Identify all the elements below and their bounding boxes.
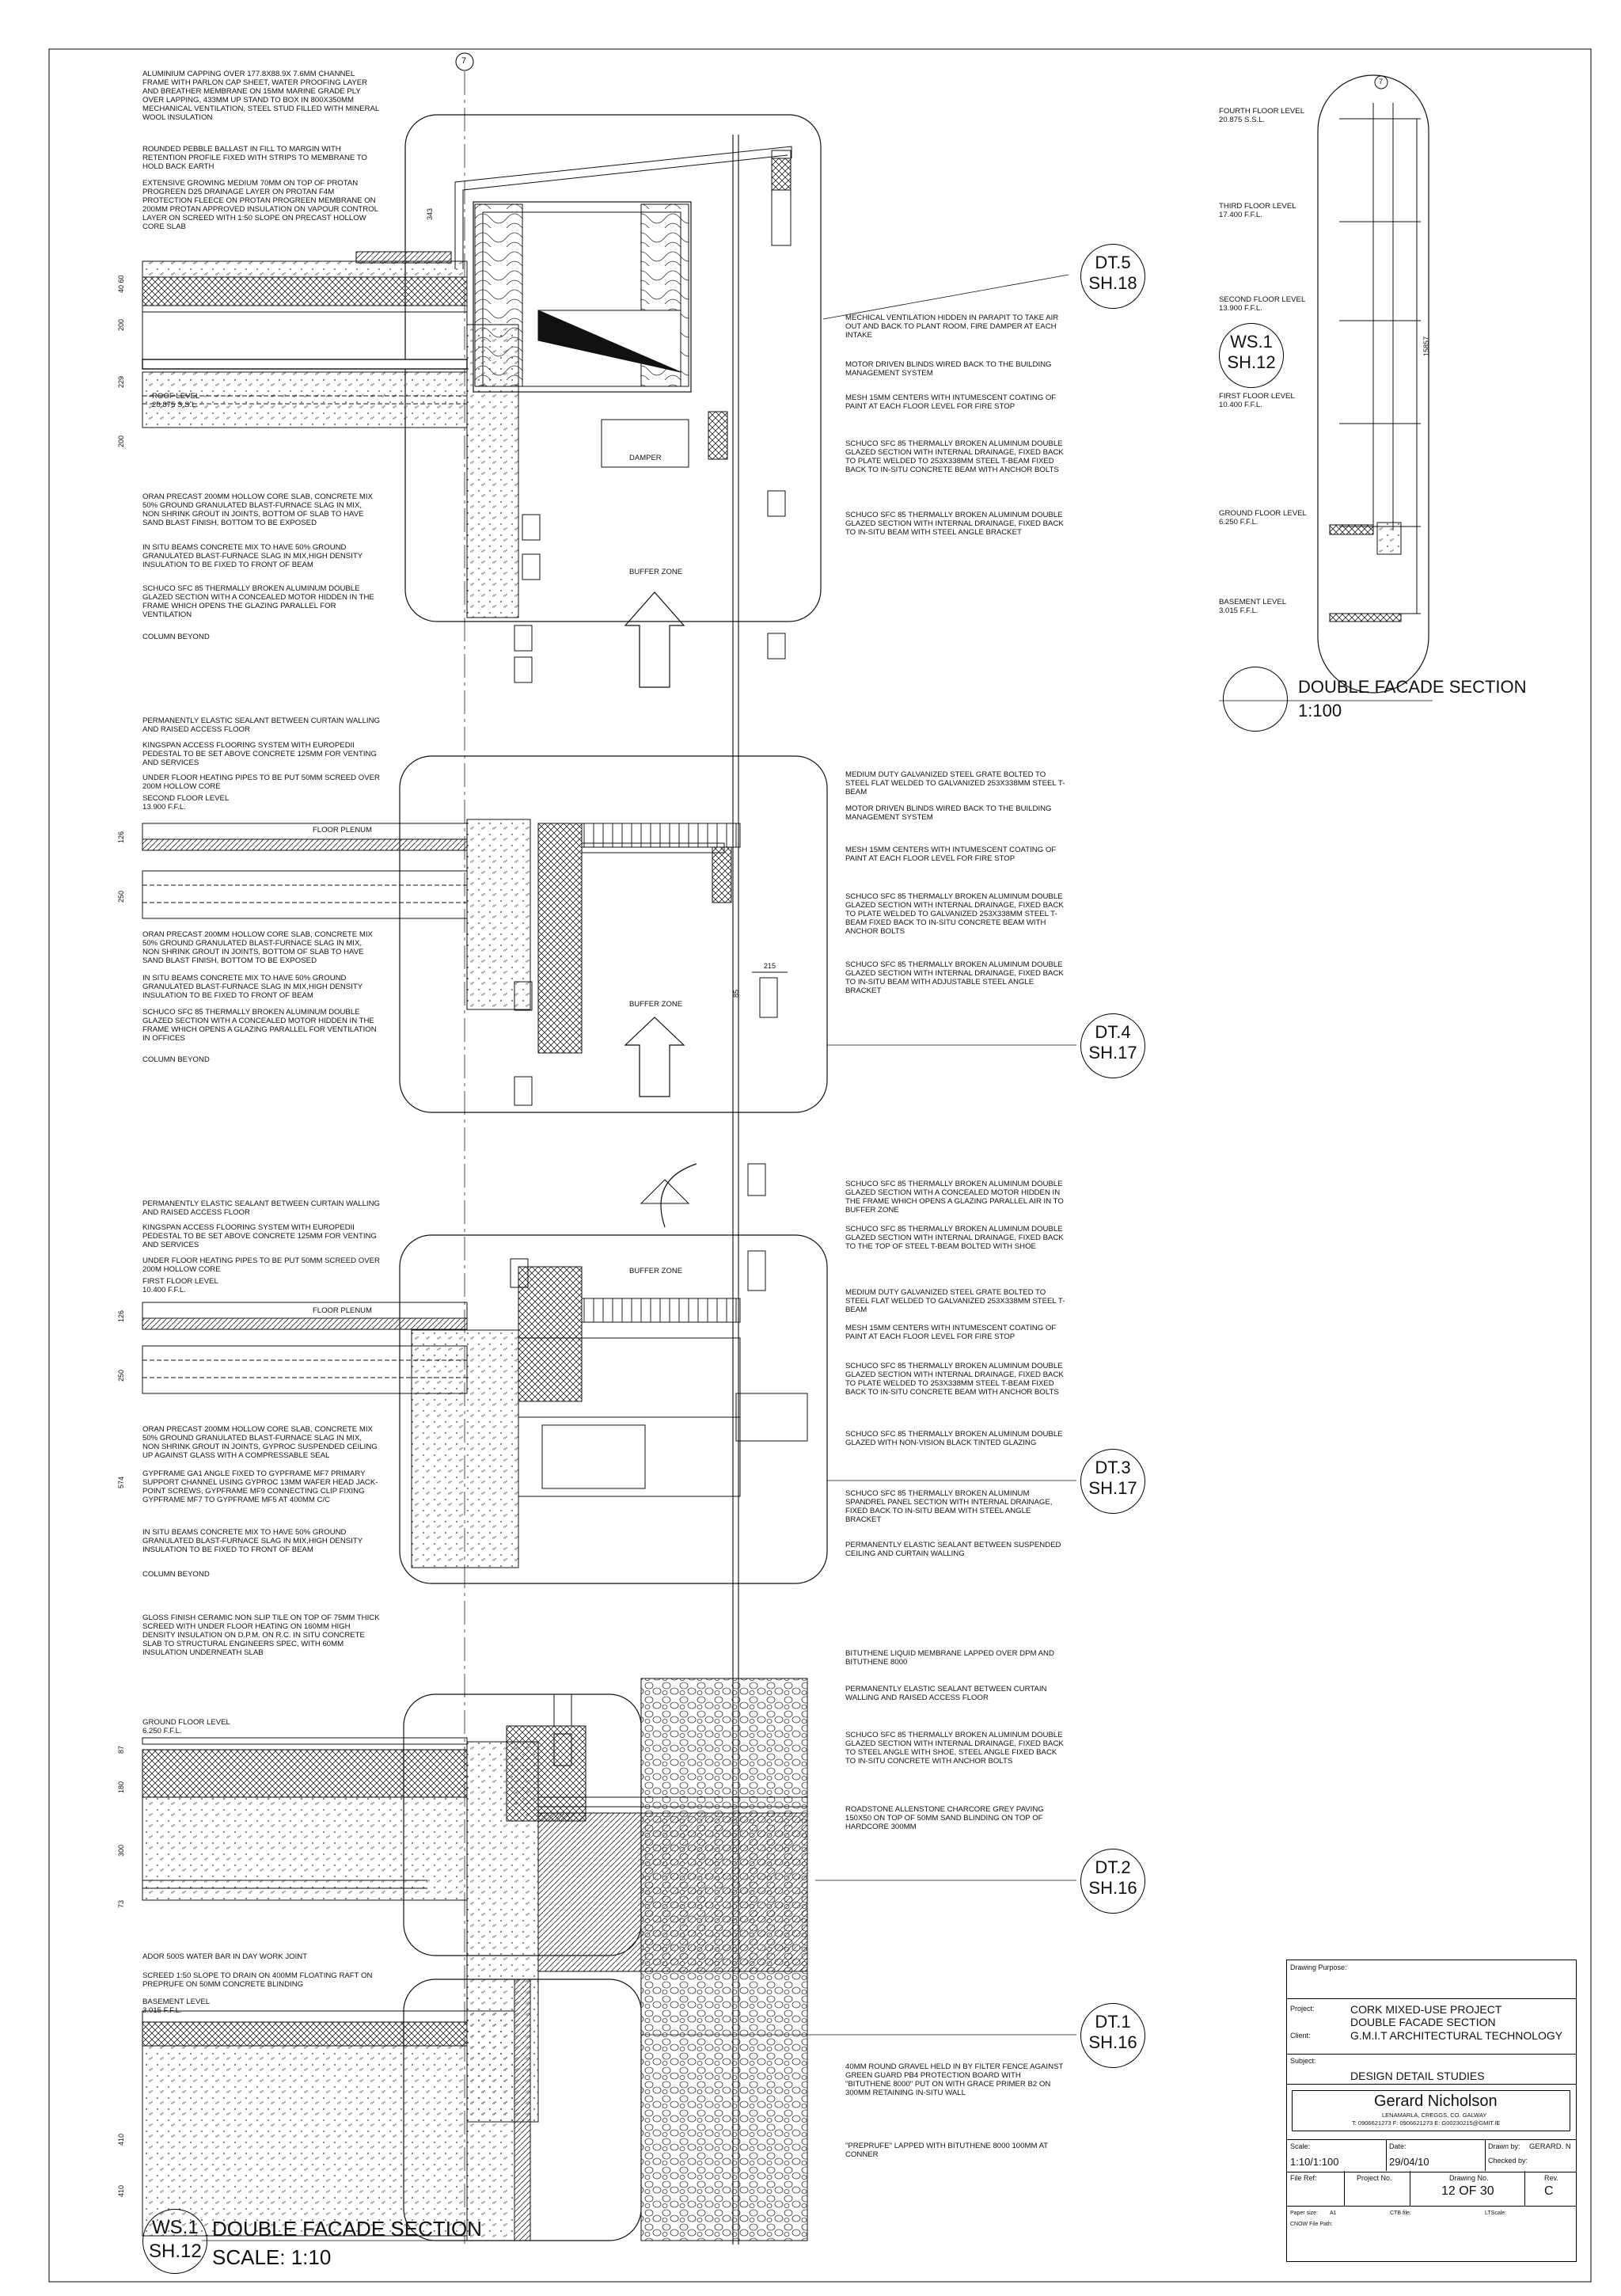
double-facade-scale: 1:100 xyxy=(1298,701,1342,720)
tb-drawing-no-label: Drawing No. xyxy=(1449,2174,1489,2182)
note-right-3: MESH 15MM CENTERS WITH INTUMESCENT COATING OF PAINT AT EACH FLOOR LEVEL FOR FIRE STOP xyxy=(845,393,1057,411)
note-right-5: SCHUCO SFC 85 THERMALLY BROKEN ALUMINUM DOUBLE GLAZED SECTION WITH INTERNAL DRAINAGE, FIXED BACK TO IN-SITU BEAM WITH STEEL ANGLE BRACKET xyxy=(845,511,1064,537)
mini-section xyxy=(1318,75,1429,693)
tb-paper-size-value: A1 xyxy=(1330,2210,1337,2216)
tb-paper-size-label: Paper size: xyxy=(1290,2210,1319,2216)
mini-level-third: THIRD FLOOR LEVEL 17.400 F.F.L. xyxy=(1219,202,1296,219)
note-left-8: PERMANENTLY ELASTIC SEALANT BETWEEN CURTAIN WALLING AND RAISED ACCESS FLOOR xyxy=(142,717,380,734)
level-basement: BASEMENT LEVEL 3.015 F.F.L. xyxy=(142,1998,211,2015)
tb-rev-label: Rev. xyxy=(1544,2174,1558,2182)
mini-level-first: FIRST FLOOR LEVEL 10.400 F.F.L. xyxy=(1219,392,1295,409)
note-right-9: SCHUCO SFC 85 THERMALLY BROKEN ALUMINUM DOUBLE GLAZED SECTION WITH INTERNAL DRAINAGE, FIXED BACK TO PLATE WELDED TO GALVANIZED 253X338MM STEEL T-BEAM FIXED BACK TO IN-SITU CONCRETE BEAM WITH ANCHOR BOLTS xyxy=(845,892,1064,936)
tb-author: Gerard Nicholson xyxy=(1374,2093,1498,2110)
note-left-22: GLOSS FINISH CERAMIC NON SLIP TILE ON TOP OF 75MM THICK SCREED WITH UNDER FLOOR HEATING ON 160MM HIGH DENSITY INSULATION ON D.P.M. ON R.C. IN SITU CONCRETE SLAB TO STRUCTURAL ENGINEERS SPEC, WITH 60MM INSULATION UNDERNEATH SLAB xyxy=(142,1614,380,1657)
dim-ground-2: 180 xyxy=(117,1781,125,1793)
note-left-16: KINGSPAN ACCESS FLOORING SYSTEM WITH EUROPEDII PEDESTAL TO BE SET ABOVE CONCRETE 125MM FOR VENTING AND SERVICES xyxy=(142,1223,377,1249)
tb-rev-value: C xyxy=(1544,2184,1554,2198)
dim-basement-1: 410 xyxy=(117,2133,125,2146)
note-right-8: MESH 15MM CENTERS WITH INTUMESCENT COATING OF PAINT AT EACH FLOOR LEVEL FOR FIRE STOP xyxy=(845,846,1057,863)
note-right-15: SCHUCO SFC 85 THERMALLY BROKEN ALUMINUM DOUBLE GLAZED SECTION WITH INTERNAL DRAINAGE, FIXED BACK TO PLATE WELDED TO 253X338MM STEEL T-BEAM FIXED BACK TO IN-SITU CONCRETE BEAM WITH ANCHOR BOLTS xyxy=(845,1362,1064,1397)
tag-buffer-first: BUFFER ZONE xyxy=(629,1267,683,1275)
note-left-14: COLUMN BEYOND xyxy=(142,1055,210,1064)
main-title: DOUBLE FACADE SECTION xyxy=(212,2217,482,2241)
tb-client-value: G.M.I.T ARCHITECTURAL TECHNOLOGY xyxy=(1350,2029,1563,2042)
dim-roof-3: 229 xyxy=(117,375,125,388)
note-left-4: ORAN PRECAST 200MM HOLLOW CORE SLAB, CONCRETE MIX 50% GROUND GRANULATED BLAST-FURNACE SLAG IN MIX, NON SHRINK GROUT IN JOINTS, BOTTOM OF SLAB TO HAVE SAND BLAST FINISH, BOTTOM TO BE EXPOSED xyxy=(142,492,373,527)
tb-ltscale-label: LTScale: xyxy=(1485,2210,1507,2216)
note-right-19: BITUTHENE LIQUID MEMBRANE LAPPED OVER DPM AND BITUTHENE 8000 xyxy=(845,1649,1054,1667)
tb-subject-label: Subject: xyxy=(1290,2057,1316,2065)
note-right-10: SCHUCO SFC 85 THERMALLY BROKEN ALUMINUM DOUBLE GLAZED SECTION WITH INTERNAL DRAINAGE, FIXED BACK TO IN-SITU BEAM WITH ADJUSTABLE STEEL ANGLE BRACKET xyxy=(845,960,1064,995)
note-left-11: ORAN PRECAST 200MM HOLLOW CORE SLAB, CONCRETE MIX 50% GROUND GRANULATED BLAST-FURNACE SLAG IN MIX, NON SHRINK GROUT IN JOINTS, BOTTOM OF SLAB TO HAVE SAND BLAST FINISH, BOTTOM TO BE EXPOSED xyxy=(142,930,373,965)
tb-scale-value: 1:10/1:100 xyxy=(1290,2156,1339,2168)
note-left-20: IN SITU BEAMS CONCRETE MIX TO HAVE 50% GROUND GRANULATED BLAST-FURNACE SLAG IN MIX,HIGH DENSITY INSULATION TO BE FIXED TO FRONT OF BEAM xyxy=(142,1528,363,1554)
note-right-23: 40MM ROUND GRAVEL HELD IN BY FILTER FENCE AGAINST GREEN GUARD PB4 PROTECTION BOARD WITH "BITUTHENE 8000" PUT ON WITH GRACE PRIMER B2 ON 300MM RETAINING IN-SITU WALL xyxy=(845,2062,1064,2097)
dim-roof-1: 40 60 xyxy=(117,275,125,293)
note-right-17: SCHUCO SFC 85 THERMALLY BROKEN ALUMINUM SPANDREL PANEL SECTION WITH INTERNAL DRAINAGE, FIXED BACK TO IN-SITU BEAM WITH STEEL ANGLE BRACKET xyxy=(845,1489,1053,1524)
main-title-ref-bottom: SH.12 xyxy=(149,2241,202,2262)
note-right-24: "PREPRUFE" LAPPED WITH BITUTHENE 8000 100MM AT CONNER xyxy=(845,2142,1048,2159)
tag-plenum-first: FLOOR PLENUM xyxy=(313,1306,372,1315)
mini-grid-label: 7 xyxy=(1379,78,1384,86)
tb-project-no-label: Project No. xyxy=(1357,2174,1392,2182)
dim-roof-2: 200 xyxy=(117,318,125,331)
note-right-13: MEDIUM DUTY GALVANIZED STEEL GRATE BOLTED TO STEEL FLAT WELDED TO GALVANIZED 253X338MM STEEL T-BEAM xyxy=(845,1288,1065,1314)
note-right-12: SCHUCO SFC 85 THERMALLY BROKEN ALUMINUM DOUBLE GLAZED SECTION WITH INTERNAL DRAINAGE, FIXED BACK TO THE TOP OF STEEL T-BEAM BOLTED WITH SHOE xyxy=(845,1225,1064,1251)
note-right-16: SCHUCO SFC 85 THERMALLY BROKEN ALUMINUM DOUBLE GLAZED WITH NON-VISION BLACK TINTED GLAZING xyxy=(845,1430,1063,1447)
tb-address: LENAMARLA, CREGGS, CO. GALWAY xyxy=(1382,2112,1487,2119)
dim-second-4: 85 xyxy=(732,989,740,998)
mini-level-fourth: FOURTH FLOOR LEVEL 20.875 S.S.L. xyxy=(1219,107,1305,124)
level-first: FIRST FLOOR LEVEL 10.400 F.F.L. xyxy=(142,1277,218,1294)
tag-buffer-second: BUFFER ZONE xyxy=(629,1000,683,1009)
mini-level-second: SECOND FLOOR LEVEL 13.900 F.F.L. xyxy=(1219,295,1306,313)
mini-level-basement: BASEMENT LEVEL 3.015 F.F.L. xyxy=(1219,598,1287,615)
tb-divider-2 xyxy=(1485,2139,1486,2171)
note-left-5: IN SITU BEAMS CONCRETE MIX TO HAVE 50% GROUND GRANULATED BLAST-FURNACE SLAG IN MIX,HIGH DENSITY INSULATION TO BE FIXED TO FRONT OF BEAM xyxy=(142,543,363,569)
tb-drawn-value: GERARD. N xyxy=(1529,2142,1571,2151)
tb-purpose-label: Drawing Purpose: xyxy=(1290,1963,1347,1971)
tb-date-label: Date: xyxy=(1389,2142,1407,2150)
dim-first-1: 126 xyxy=(117,1310,125,1322)
tag-buffer-roof: BUFFER ZONE xyxy=(629,568,683,576)
detail-ref-dt5[interactable]: DT.5 SH.18 xyxy=(1080,244,1145,309)
main-title-ref-top: WS.1 xyxy=(152,2217,199,2238)
note-right-6: MEDIUM DUTY GALVANIZED STEEL GRATE BOLTED TO STEEL FLAT WELDED TO GALVANIZED 253X338MM STEEL T-BEAM xyxy=(845,770,1065,796)
note-left-15: PERMANENTLY ELASTIC SEALANT BETWEEN CURTAIN WALLING AND RAISED ACCESS FLOOR xyxy=(142,1199,380,1217)
note-left-12: IN SITU BEAMS CONCRETE MIX TO HAVE 50% GROUND GRANULATED BLAST-FURNACE SLAG IN MIX,HIGH DENSITY INSULATION TO BE FIXED TO FRONT OF BEAM xyxy=(142,974,363,1000)
dim-ground-1: 87 xyxy=(117,1745,125,1754)
note-right-2: MOTOR DRIVEN BLINDS WIRED BACK TO THE BUILDING MANAGEMENT SYSTEM xyxy=(845,360,1052,378)
note-left-17: UNDER FLOOR HEATING PIPES TO BE PUT 50MM SCREED OVER 200M HOLLOW CORE xyxy=(142,1256,380,1274)
detail-ref-dt2[interactable]: DT.2 SH.16 xyxy=(1080,1849,1145,1914)
note-left-10: UNDER FLOOR HEATING PIPES TO BE PUT 50MM SCREED OVER 200M HOLLOW CORE xyxy=(142,774,380,791)
note-right-18: PERMANENTLY ELASTIC SEALANT BETWEEN SUSPENDED CEILING AND CURTAIN WALLING xyxy=(845,1541,1061,1558)
note-left-3: EXTENSIVE GROWING MEDIUM 70MM ON TOP OF PROTAN PROGREEN D25 DRAINAGE LAYER ON PROTAN F4M PROTECTION FLEECE ON PROTAN PROGREEN MEMBRANE ON 200MM PROTAN APPROVED INSULATION ON VAPOUR CONTROL LAYER ON SCREED WITH 1:50 SLOPE ON PRECAST HOLLOW CORE SLAB xyxy=(142,179,378,231)
tb-scale-label: Scale: xyxy=(1290,2142,1311,2150)
tb-drawing-no-value: 12 OF 30 xyxy=(1441,2184,1494,2198)
tb-client-label: Client: xyxy=(1290,2032,1311,2039)
grid-label: 7 xyxy=(461,56,467,66)
tag-plenum-second: FLOOR PLENUM xyxy=(313,826,372,834)
note-right-4: SCHUCO SFC 85 THERMALLY BROKEN ALUMINUM DOUBLE GLAZED SECTION WITH INTERNAL DRAINAGE, FIXED BACK TO PLATE WELDED TO 253X338MM STEEL T-BEAM FIXED BACK TO IN-SITU CONCRETE BEAM WITH ANCHOR BOLTS xyxy=(845,439,1064,474)
tb-project-value: CORK MIXED-USE PROJECT xyxy=(1350,2003,1502,2016)
section-ref-ws1[interactable]: WS.1 SH.12 xyxy=(1219,323,1284,388)
note-left-21: COLUMN BEYOND xyxy=(142,1570,210,1579)
detail-ref-dt4[interactable]: DT.4 SH.17 xyxy=(1080,1013,1145,1078)
mini-level-ground: GROUND FLOOR LEVEL 6.250 F.F.L. xyxy=(1219,509,1307,526)
tb-divider-1 xyxy=(1386,2139,1387,2171)
dim-second-1: 126 xyxy=(117,831,125,843)
detail-ref-dt3[interactable]: DT.3 SH.17 xyxy=(1080,1449,1145,1514)
tb-ctb-label: CTB file: xyxy=(1390,2210,1411,2216)
level-roof: ROOF LEVEL 20.875 S.S.L. xyxy=(152,392,200,409)
dim-roof-4: 200 xyxy=(117,435,125,447)
tb-date-value: 29/04/10 xyxy=(1389,2156,1429,2168)
note-left-13: SCHUCO SFC 85 THERMALLY BROKEN ALUMINUM DOUBLE GLAZED SECTION WITH A CONCEALED MOTOR HIDDEN IN THE FRAME WHICH OPENS A GLAZING PARALLEL FOR VENTILATION IN OFFICES xyxy=(142,1008,377,1043)
dim-basement-2: 410 xyxy=(117,2184,125,2197)
dim-ground-3: 300 xyxy=(117,1844,125,1857)
title-block xyxy=(1286,1960,1577,2262)
dim-ground-4: 73 xyxy=(117,1899,125,1908)
tb-drawing-title: DOUBLE FACADE SECTION xyxy=(1350,2016,1496,2028)
note-left-6: SCHUCO SFC 85 THERMALLY BROKEN ALUMINUM DOUBLE GLAZED SECTION WITH A CONCEALED MOTOR HIDDEN IN THE FRAME WHICH OPENS THE GLAZING PARALLEL FOR VENTILATION xyxy=(142,584,374,619)
tag-damper: DAMPER xyxy=(629,454,662,462)
dim-second-2: 250 xyxy=(117,890,125,903)
dim-first-3: 574 xyxy=(117,1476,125,1488)
tb-drawn-label: Drawn by: xyxy=(1488,2142,1520,2150)
note-left-2: ROUNDED PEBBLE BALLAST IN FILL TO MARGIN WITH RETENTION PROFILE FIXED WITH STRIPS TO MEMBRANE TO HOLD BACK EARTH xyxy=(142,145,367,171)
tb-file-ref-label: File Ref: xyxy=(1290,2174,1317,2182)
dim-first-2: 250 xyxy=(117,1369,125,1382)
tb-project-label: Project: xyxy=(1290,2005,1315,2013)
level-ground: GROUND FLOOR LEVEL 6.250 F.F.L. xyxy=(142,1718,230,1735)
tb-divider-3 xyxy=(1344,2171,1345,2206)
dim-343: 343 xyxy=(426,207,434,220)
note-left-1: ALUMINIUM CAPPING OVER 177.8X88.9X 7.6MM CHANNEL FRAME WITH PARLON CAP SHEET, WATER PROOFING LAYER AND BREATHER MEMBRANE ON 15MM MARINE GRADE PLY OVER LAPPING, 433MM UP STAND TO BOX IN 800X350MM MECHANICAL VENTILATION, STEEL STUD FILLED WITH MINERAL WOOL INSULATION xyxy=(142,70,379,122)
note-left-23: ADOR 500S WATER BAR IN DAY WORK JOINT xyxy=(142,1952,308,1961)
main-title-scale: SCALE: 1:10 xyxy=(212,2245,332,2269)
note-right-11: SCHUCO SFC 85 THERMALLY BROKEN ALUMINUM DOUBLE GLAZED SECTION WITH A CONCEALED MOTOR HIDDEN IN THE FRAME WHICH OPENS A GLAZING PARALLEL AIR IN TO BUFFER ZONE xyxy=(845,1180,1064,1215)
mini-dimension: 15857 xyxy=(1422,336,1430,356)
double-facade-title: DOUBLE FACADE SECTION xyxy=(1298,677,1527,697)
note-left-19: GYPFRAME GA1 ANGLE FIXED TO GYPFRAME MF7 PRIMARY SUPPORT CHANNEL USING GYPROC 13MM WAFER HEAD JACK-POINT SCREWS, GYPFRAME MF9 CONNECTING CLIP FIXING GYPFRAME MF7 TO GYPFRAME MF5 AT 400MM C/C xyxy=(142,1469,378,1504)
note-right-1: MECHICAL VENTILATION HIDDEN IN PARAPIT TO TAKE AIR OUT AND BACK TO PLANT ROOM, FIRE DAMPER AT EACH INTAKE xyxy=(845,314,1059,340)
detail-ref-dt1[interactable]: DT.1 SH.16 xyxy=(1080,2003,1145,2068)
note-right-14: MESH 15MM CENTERS WITH INTUMESCENT COATING OF PAINT AT EACH FLOOR LEVEL FOR FIRE STOP xyxy=(845,1324,1057,1341)
double-facade-title-circle xyxy=(1223,667,1288,732)
dim-second-3: 215 xyxy=(764,962,776,970)
note-left-24: SCREED 1:50 SLOPE TO DRAIN ON 400MM FLOATING RAFT ON PREPRUFE ON 50MM CONCRETE BLINDING xyxy=(142,1971,373,1989)
note-right-22: ROADSTONE ALLENSTONE CHARCORE GREY PAVING 150X50 ON TOP OF 50MM SAND BLINDING ON TOP OF HARDCORE 300MM xyxy=(845,1805,1044,1831)
note-right-7: MOTOR DRIVEN BLINDS WIRED BACK TO THE BUILDING MANAGEMENT SYSTEM xyxy=(845,804,1052,822)
tb-cnow-label: CNOW File Path: xyxy=(1290,2222,1333,2227)
note-right-20: PERMANENTLY ELASTIC SEALANT BETWEEN CURTAIN WALLING AND RAISED ACCESS FLOOR xyxy=(845,1685,1047,1702)
tb-checked-label: Checked by: xyxy=(1488,2157,1528,2165)
tb-subject-value: DESIGN DETAIL STUDIES xyxy=(1350,2070,1485,2082)
tb-ref-row xyxy=(1287,2171,1576,2207)
level-second: SECOND FLOOR LEVEL 13.900 F.F.L. xyxy=(142,794,230,812)
note-left-9: KINGSPAN ACCESS FLOORING SYSTEM WITH EUROPEDII PEDESTAL TO BE SET ABOVE CONCRETE 125MM FOR VENTING AND SERVICES xyxy=(142,741,377,767)
tb-contact: T: 0906621273 F: 0906621273 E: G00230215@GMIT.IE xyxy=(1352,2119,1501,2127)
note-left-7: COLUMN BEYOND xyxy=(142,633,210,641)
note-left-18: ORAN PRECAST 200MM HOLLOW CORE SLAB, CONCRETE MIX 50% GROUND GRANULATED BLAST-FURNACE SLAG IN MIX, NON SHRINK GROUT IN JOINTS, GYPROC SUSPENDED CEILING UP AGAINST GLASS WITH A COMPRESSABLE SEAL xyxy=(142,1425,378,1460)
tb-divider-5 xyxy=(1524,2171,1525,2206)
note-right-21: SCHUCO SFC 85 THERMALLY BROKEN ALUMINUM DOUBLE GLAZED SECTION WITH INTERNAL DRAINAGE, FIXED BACK TO STEEL ANGLE WITH SHOE, STEEL ANGLE FIXED BACK TO IN-SITU CONCRETE WITH ANCHOR BOLTS xyxy=(845,1731,1064,1766)
